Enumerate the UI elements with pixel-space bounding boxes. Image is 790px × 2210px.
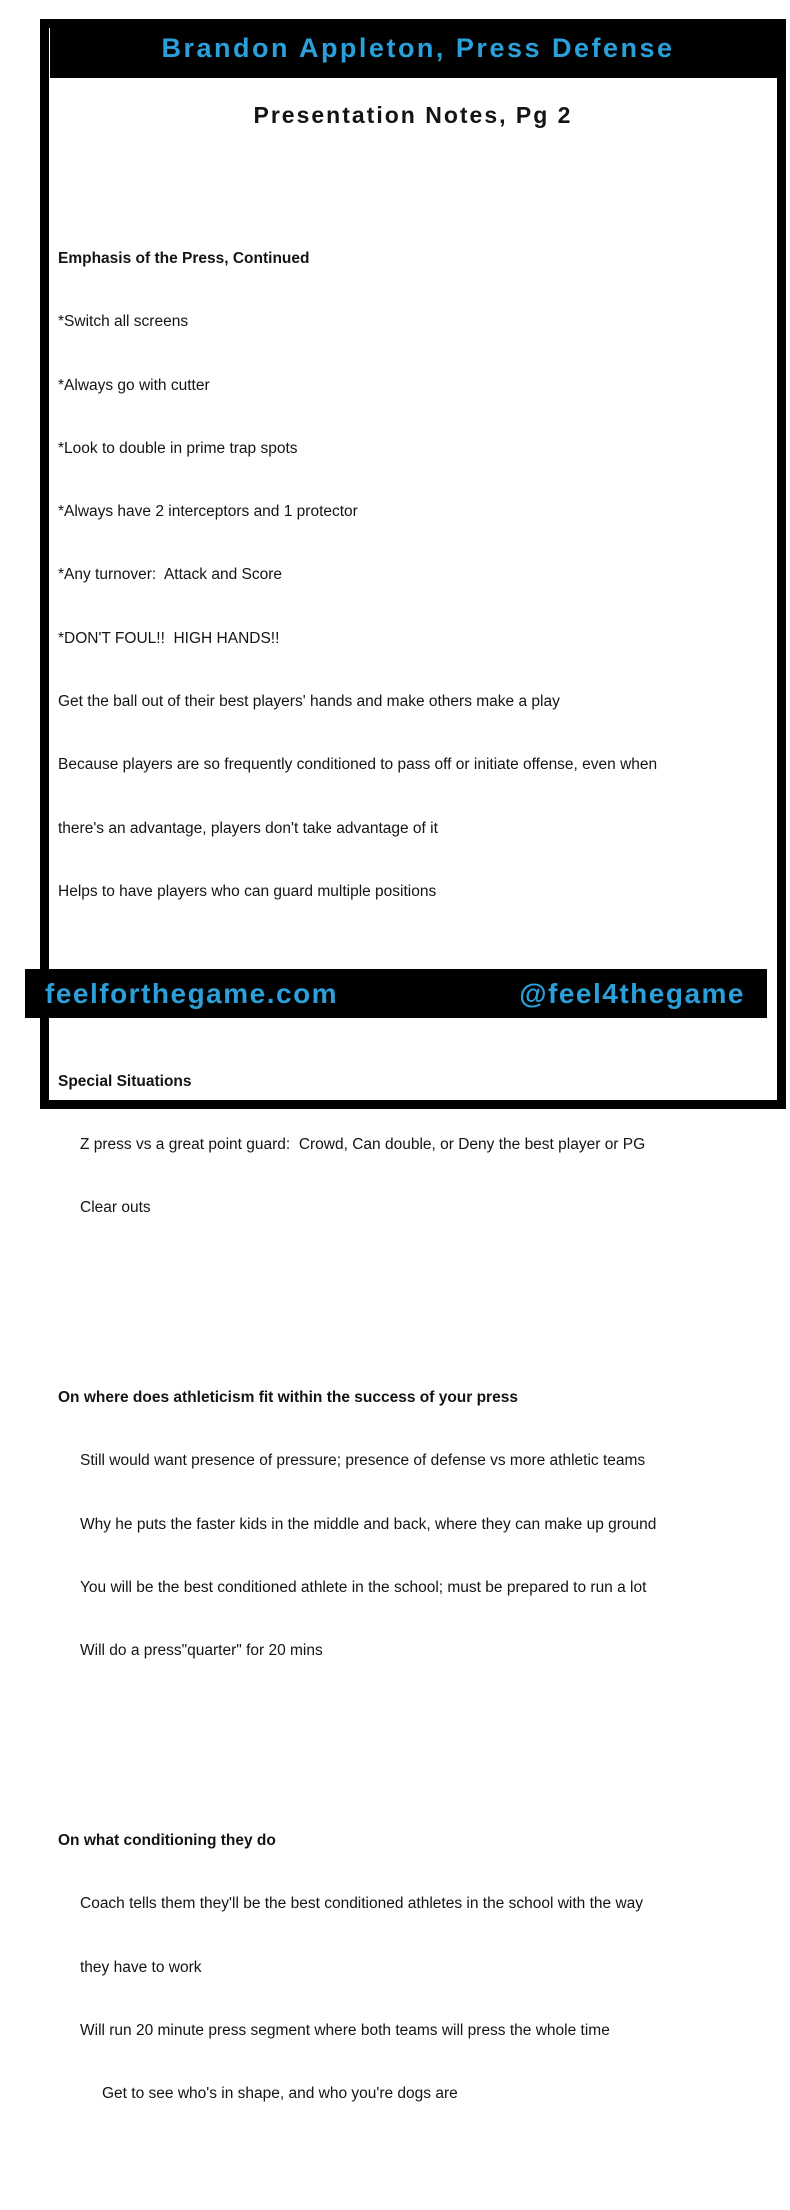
note-line: they have to work xyxy=(80,1958,202,1976)
footer-social-handle[interactable]: @feel4thegame xyxy=(519,977,745,1009)
footer-website-link[interactable]: feelforthegame.com xyxy=(45,977,339,1009)
section-heading: On where does athleticism fit within the success of your press xyxy=(58,1389,518,1407)
note-line: Get to see who's in shape, and who you're dogs are xyxy=(102,2085,458,2103)
note-line: Why he puts the faster kids in the middle and back, where they can make up ground xyxy=(80,1515,657,1533)
note-line: *Any turnover: Attack and Score xyxy=(58,566,283,584)
header-bar xyxy=(50,19,786,78)
note-line: Helps to have players who can guard multiple positions xyxy=(58,882,437,900)
note-line: *Always go with cutter xyxy=(58,376,210,394)
page-title: Presentation Notes, Pg 2 xyxy=(253,102,573,128)
notes-body xyxy=(49,143,777,2210)
note-line: Z press vs a great point guard: Crowd, Can double, or Deny the best player or PG xyxy=(80,1135,646,1153)
section-emphasis xyxy=(58,206,773,944)
footer-bar xyxy=(25,969,767,1018)
note-line: *DON'T FOUL!! HIGH HANDS!! xyxy=(58,629,280,647)
note-line: Clear outs xyxy=(80,1199,151,1217)
section-athleticism xyxy=(58,1345,773,1704)
note-line: *Always have 2 interceptors and 1 protector xyxy=(58,503,358,521)
note-line: Will run 20 minute press segment where both teams will press the whole time xyxy=(80,2021,610,2039)
note-line: Coach tells them they'll be the best conditioned athletes in the school with the way xyxy=(80,1895,644,1913)
notes-content xyxy=(49,78,777,2210)
section-heading: Special Situations xyxy=(58,1072,192,1090)
header-title: Brandon Appleton, Press Defense xyxy=(161,33,675,63)
section-heading: Emphasis of the Press, Continued xyxy=(58,249,310,267)
note-line: You will be the best conditioned athlete in the school; must be prepared to run a lot xyxy=(80,1578,647,1596)
section-conditioning xyxy=(58,1788,773,2147)
note-line: Will do a press"quarter" for 20 mins xyxy=(80,1642,323,1660)
note-line: Get the ball out of their best players' hands and make others make a play xyxy=(58,692,560,710)
note-line: Because players are so frequently conditioned to pass off or initiate offense, even when xyxy=(58,756,658,774)
note-line: Still would want presence of pressure; presence of defense vs more athletic teams xyxy=(80,1452,646,1470)
note-line: *Switch all screens xyxy=(58,313,189,331)
note-line: *Look to double in prime trap spots xyxy=(58,439,298,457)
section-heading: On what conditioning they do xyxy=(58,1832,276,1849)
section-special-situations xyxy=(58,1028,773,1260)
note-line: there's an advantage, players don't take advantage of it xyxy=(58,819,438,837)
